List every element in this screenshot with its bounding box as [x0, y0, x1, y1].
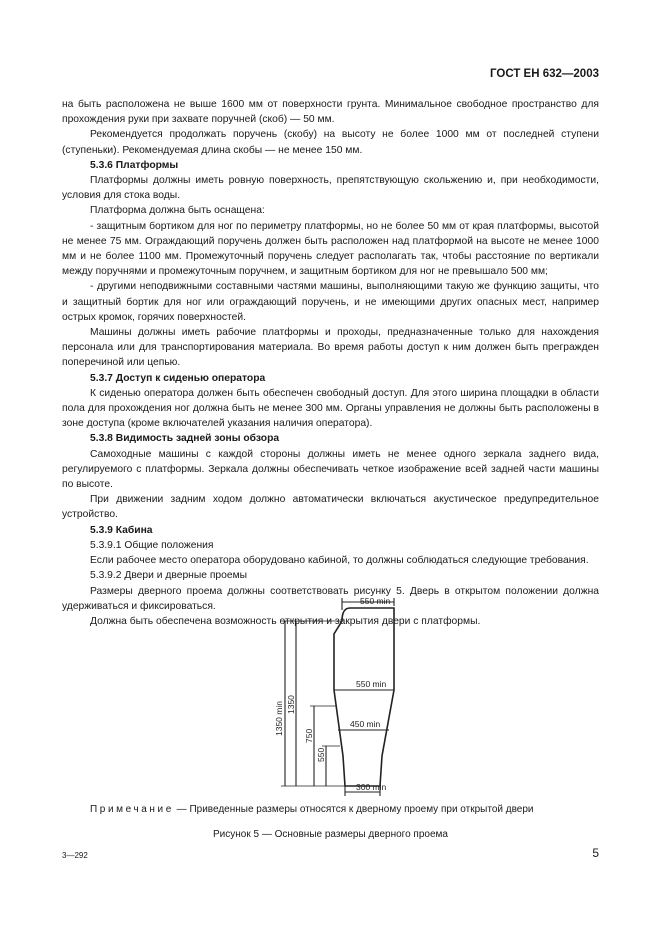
- paragraph: При движении задним ходом должно автоматически включаться акустическое предупредительное устройство.: [62, 494, 599, 521]
- paragraph: 5.3.9.2 Двери и дверные проемы: [90, 570, 248, 582]
- door-opening-figure: [268, 596, 418, 800]
- document-code: ГОСТ ЕН 632—2003: [490, 68, 599, 80]
- paragraph: Если рабочее место оператора оборудовано кабиной, то должны соблюдаться следующие требования.: [90, 555, 589, 567]
- section-heading: 5.3.8 Видимость задней зоны обзора: [90, 433, 280, 445]
- paragraph: - защитным бортиком для ног по периметру платформы, но не более 50 мм от края платформы, высотой не менее 75 мм. Ограждающий поручень должен быть расположен над платформой на высоте не менее 1000 мм и не более 1100 мм. Промежуточный поручень следует располагать так, чтобы расстояние по вертикали между поручнями и промежуточным поручнем, и защитным бортиком для ног не превышало 500 мм;: [62, 220, 599, 278]
- section-heading: 5.3.6 Платформы: [90, 159, 179, 171]
- paragraph: - другими неподвижными составными частями машины, выполняющими такую же функцию защиты, что и защитный бортик для ног или ограждающий поручень, и не имеющими других опасных мест, например острых кромок, горячих поверхностей.: [62, 281, 599, 323]
- dim-1350-min: 1350 min: [274, 701, 284, 736]
- paragraph: Машины должны иметь рабочие платформы и проходы, предназначенные только для нахождения персонала или для транспортирования материала. Во время работы доступ к ним должен быть прегражден поперечиной или цепью.: [62, 327, 599, 369]
- body-text: [62, 97, 599, 629]
- dim-1350: 1350: [286, 695, 296, 714]
- section-heading: 5.3.7 Доступ к сиденью оператора: [90, 372, 266, 384]
- note-text: — Приведенные размеры относятся к дверному проему при открытой двери: [173, 804, 534, 815]
- dim-750: 750: [304, 728, 314, 743]
- paragraph: Должна быть обеспечена возможность открытия и закрытия двери с платформы.: [90, 615, 481, 627]
- paragraph: К сиденью оператора должен быть обеспечен свободный доступ. Для этого ширина площадки в области пола для прохождения ног должна быть не менее 300 мм. Органы управления не должны быть расположены в зоне доступа (кроме включателей указания наличия оператора).: [62, 387, 599, 430]
- footer-code: 3—292: [62, 851, 88, 860]
- paragraph: Размеры дверного проема должны соответствовать рисунку 5. Дверь в открытом положении должна удерживаться и фиксироваться.: [62, 585, 599, 612]
- paragraph: на быть расположена не выше 1600 мм от поверхности грунта. Минимальное свободное пространство для прохождения руки при захвате поручней (скоб) — 50 мм.: [62, 99, 599, 126]
- section-heading: 5.3.9 Кабина: [90, 524, 153, 536]
- note-label: Примечание: [90, 804, 174, 815]
- dim-450: 450 min: [350, 719, 381, 729]
- door-outline: [334, 608, 394, 786]
- paragraph: Рекомендуется продолжать поручень (скобу) на высоту не более 1000 мм от последней ступени (ступеньки). Рекомендуемая длина скобы — не менее 150 мм.: [62, 129, 599, 156]
- dim-550-top: 550 min: [360, 596, 391, 606]
- dim-300: 300 min: [356, 782, 387, 792]
- dim-550-mid: 550 min: [356, 679, 387, 689]
- dim-550-vertical: 550: [316, 747, 326, 762]
- paragraph: Платформы должны иметь ровную поверхность, препятствующую скольжению и, при необходимости, условия для стока воды.: [62, 175, 599, 202]
- paragraph: Платформа должна быть оснащена:: [90, 205, 265, 217]
- figure-note: [90, 804, 534, 815]
- paragraph: Самоходные машины с каждой стороны должны иметь не менее одного зеркала заднего вида, регулируемого с платформы. Зеркала должны обеспечивать четкое изображение всей задней части машины по высоте.: [62, 448, 599, 491]
- figure-caption: Рисунок 5 — Основные размеры дверного проема: [213, 829, 448, 840]
- paragraph: 5.3.9.1 Общие положения: [90, 539, 214, 551]
- page-number: 5: [592, 846, 599, 860]
